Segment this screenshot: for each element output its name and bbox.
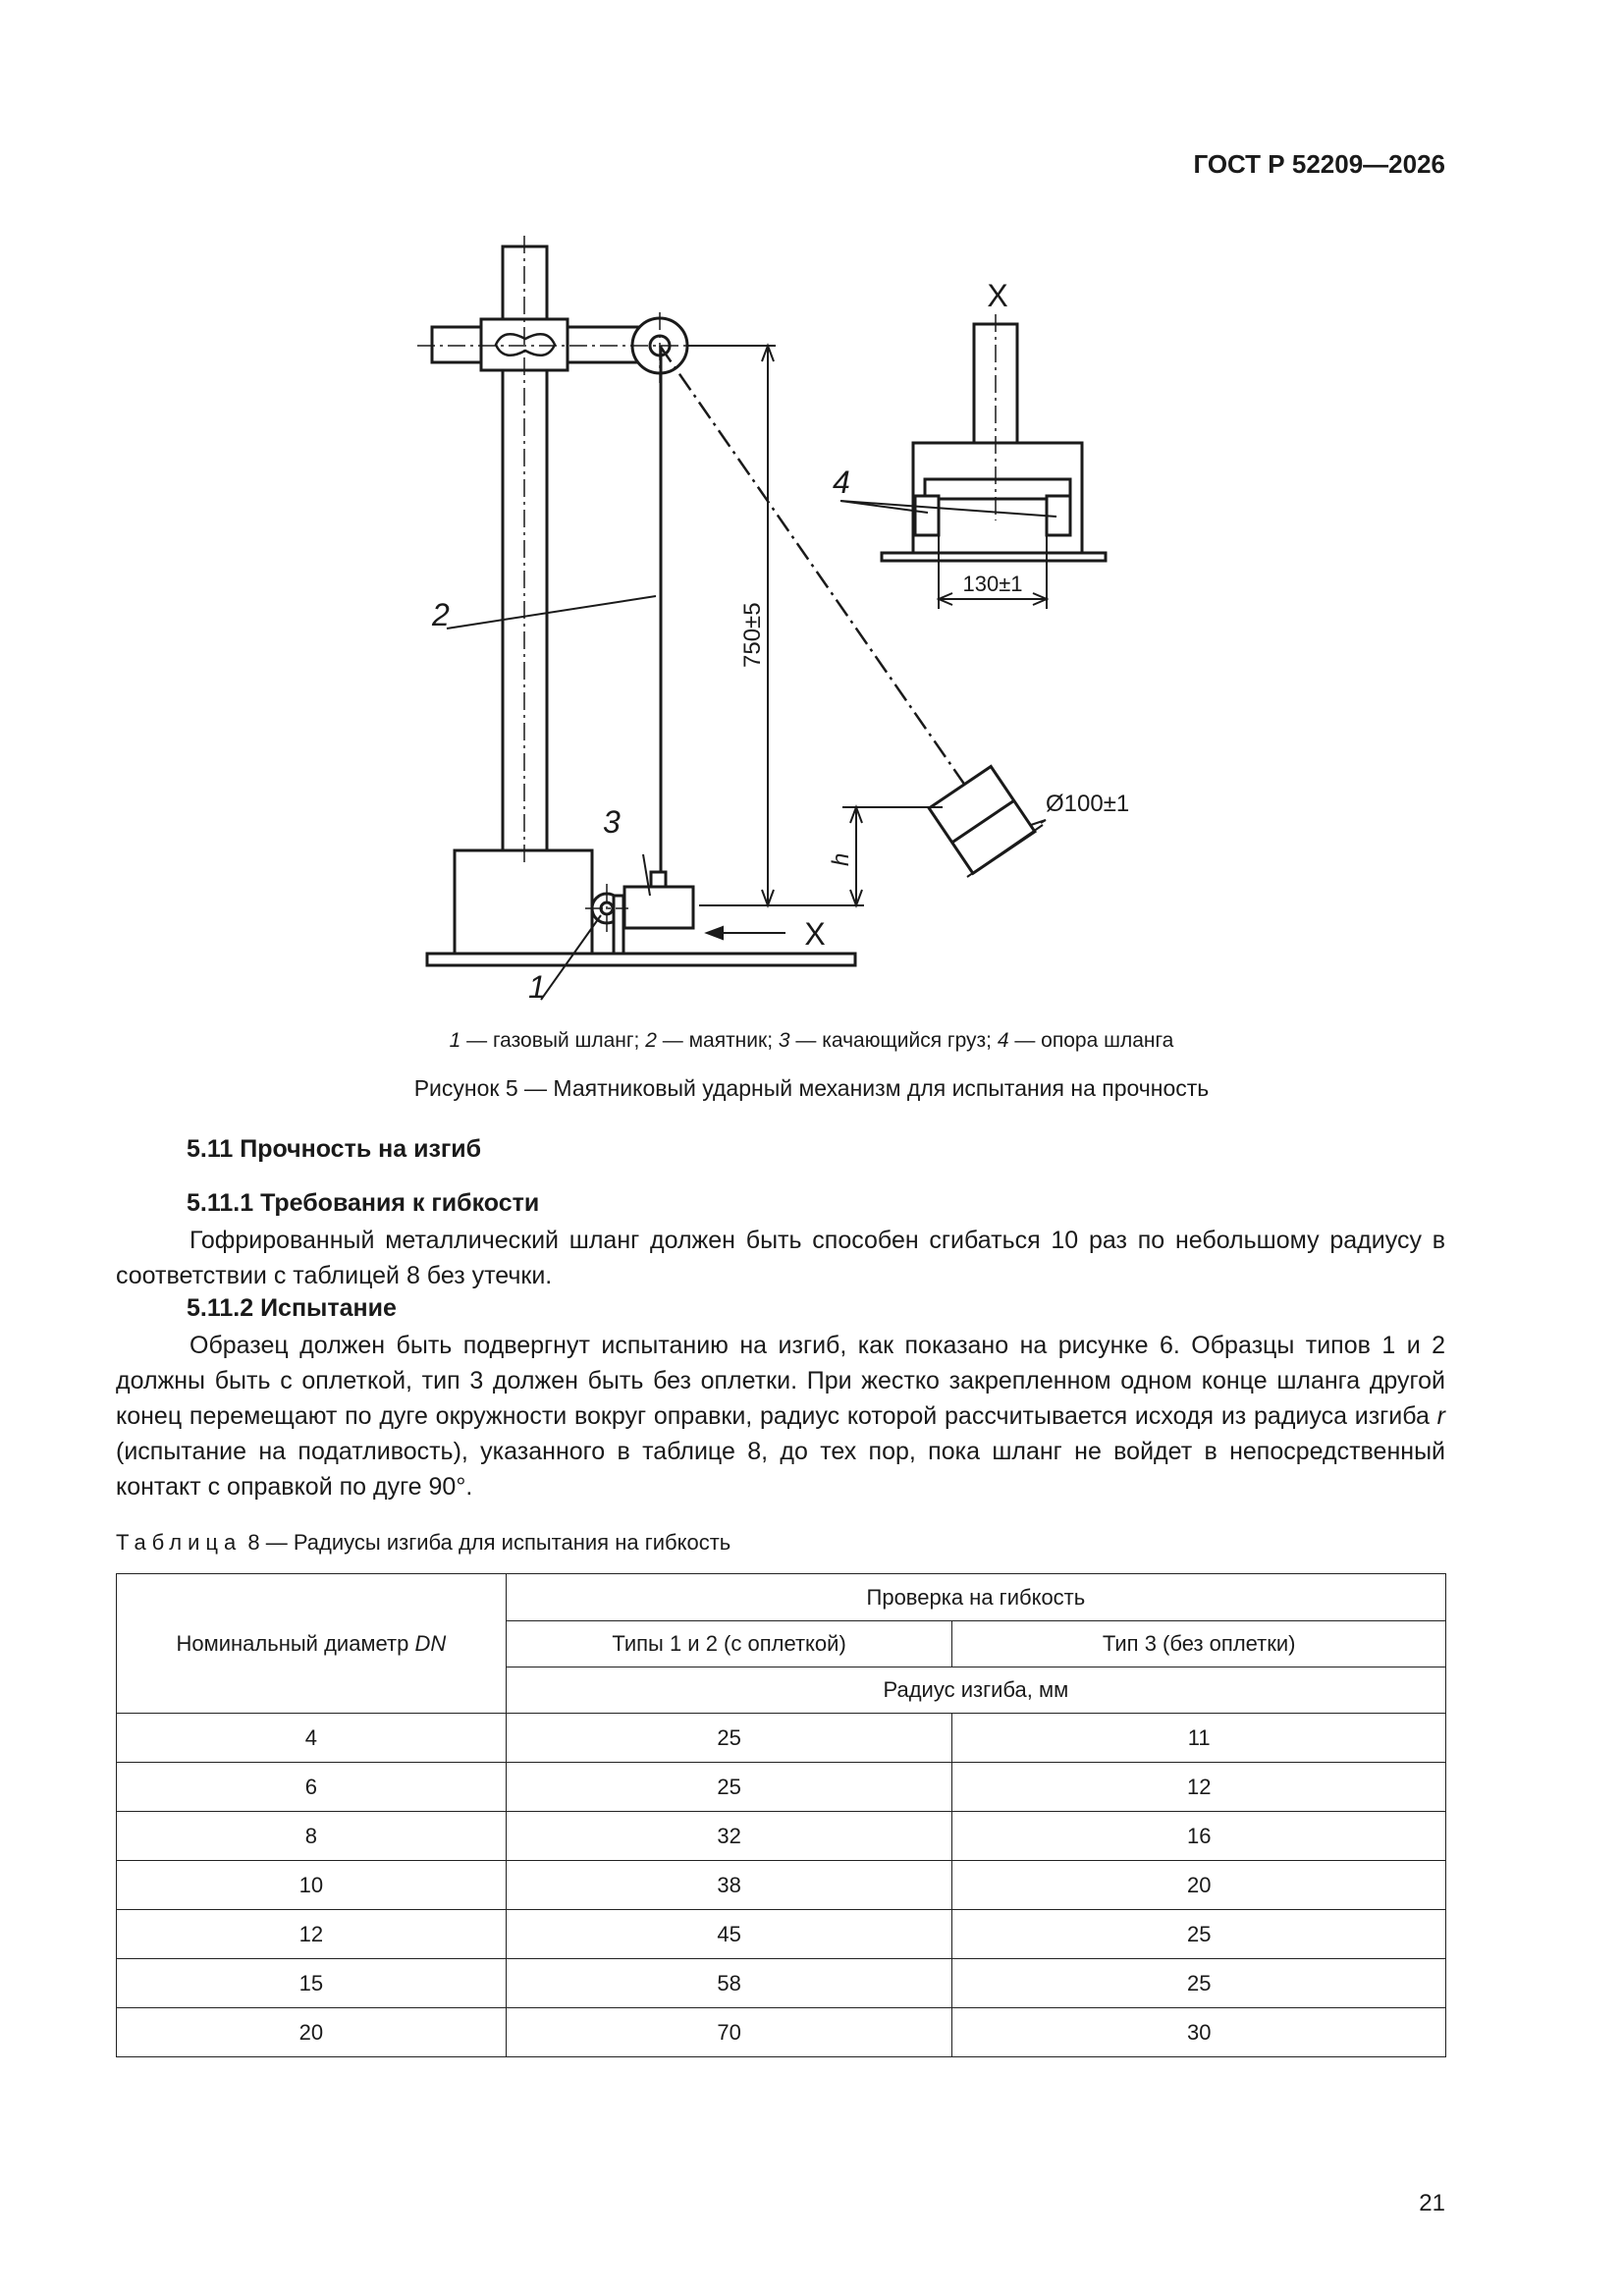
section-5-11-1-heading: 5.11.1 Требования к гибкости	[187, 1189, 540, 1217]
table-cell: 20	[952, 1861, 1446, 1910]
figure-legend: 1 — газовый шланг; 2 — маятник; 3 — качающийся груз; 4 — опора шланга	[449, 1029, 1174, 1052]
table-cell: 16	[952, 1812, 1446, 1861]
figure-caption: Рисунок 5 — Маятниковый ударный механизм для испытания на прочность	[413, 1075, 1210, 1101]
header-nominal-diameter: Номинальный диаметр DN	[117, 1574, 507, 1714]
table-cell: 15	[117, 1959, 507, 2008]
dimension-750: 750±5	[739, 602, 766, 668]
callout-2: 2	[432, 597, 450, 632]
axis-label-arrow: X	[804, 916, 826, 952]
table-title: Таблица 8 — Радиусы изгиба для испытания на гибкость	[116, 1530, 731, 1555]
header-types-1-2: Типы 1 и 2 (с оплеткой)	[506, 1621, 952, 1667]
bend-radius-table	[116, 1573, 1446, 2057]
header-type-3: Тип 3 (без оплетки)	[952, 1621, 1446, 1667]
table-row	[117, 1714, 1446, 1763]
section-5-11-1-text: Гофрированный металлический шланг должен быть способен сгибаться 10 раз по небольшому радиусу в соответствии с таблицей 8 без утечки.	[116, 1227, 1445, 1289]
table-cell: 38	[506, 1861, 952, 1910]
callout-4: 4	[833, 465, 850, 500]
document-header: ГОСТ Р 52209—2026	[1193, 149, 1445, 179]
callout-1: 1	[528, 969, 546, 1005]
table-cell: 25	[506, 1763, 952, 1812]
table-cell: 6	[117, 1763, 507, 1812]
table-cell: 58	[506, 1959, 952, 2008]
table-cell: 25	[952, 1959, 1446, 2008]
table-row	[117, 1812, 1446, 1861]
table-cell: 30	[952, 2008, 1446, 2057]
table-row	[117, 1910, 1446, 1959]
dimension-h: h	[828, 852, 854, 866]
table-cell: 12	[117, 1910, 507, 1959]
section-5-11-heading: 5.11 Прочность на изгиб	[187, 1135, 482, 1163]
page-number: 21	[1419, 2190, 1445, 2216]
table-cell: 25	[952, 1910, 1446, 1959]
dimension-130: 130±1	[962, 572, 1023, 596]
callout-3: 3	[603, 804, 621, 840]
table-cell: 32	[506, 1812, 952, 1861]
pendulum-impact-figure	[0, 0, 1623, 1021]
table-cell: 45	[506, 1910, 952, 1959]
table-cell: 8	[117, 1812, 507, 1861]
section-5-11-2-text: Образец должен быть подвергнут испытанию на изгиб, как показано на рисунке 6. Образцы типов 1 и 2 должны быть с оплеткой, тип 3 должен быть без оплетки. При жестко закрепленном одном конце шланга другой конец перемещают по дуге окружности вокруг оправки, радиус которой рассчитывается исходя из радиуса изгиба r (испытание на податливость), указанного в таблице 8, до тех пор, пока шланг не войдет в непосредственный контакт с оправкой по дуге 90°.	[116, 1332, 1445, 1501]
table-row	[117, 2008, 1446, 2057]
table-cell: 4	[117, 1714, 507, 1763]
table-cell: 11	[952, 1714, 1446, 1763]
table-cell: 10	[117, 1861, 507, 1910]
axis-label-top: X	[987, 278, 1008, 313]
table-cell: 70	[506, 2008, 952, 2057]
table-row	[117, 1763, 1446, 1812]
section-5-11-2-heading: 5.11.2 Испытание	[187, 1294, 397, 1322]
table-cell: 25	[506, 1714, 952, 1763]
table-row	[117, 1861, 1446, 1910]
dimension-diameter: Ø100±1	[1046, 791, 1130, 817]
table-cell: 20	[117, 2008, 507, 2057]
table-cell: 12	[952, 1763, 1446, 1812]
table-row	[117, 1959, 1446, 2008]
header-flex-check: Проверка на гибкость	[506, 1574, 1445, 1621]
header-bend-radius-unit: Радиус изгиба, мм	[506, 1667, 1445, 1714]
